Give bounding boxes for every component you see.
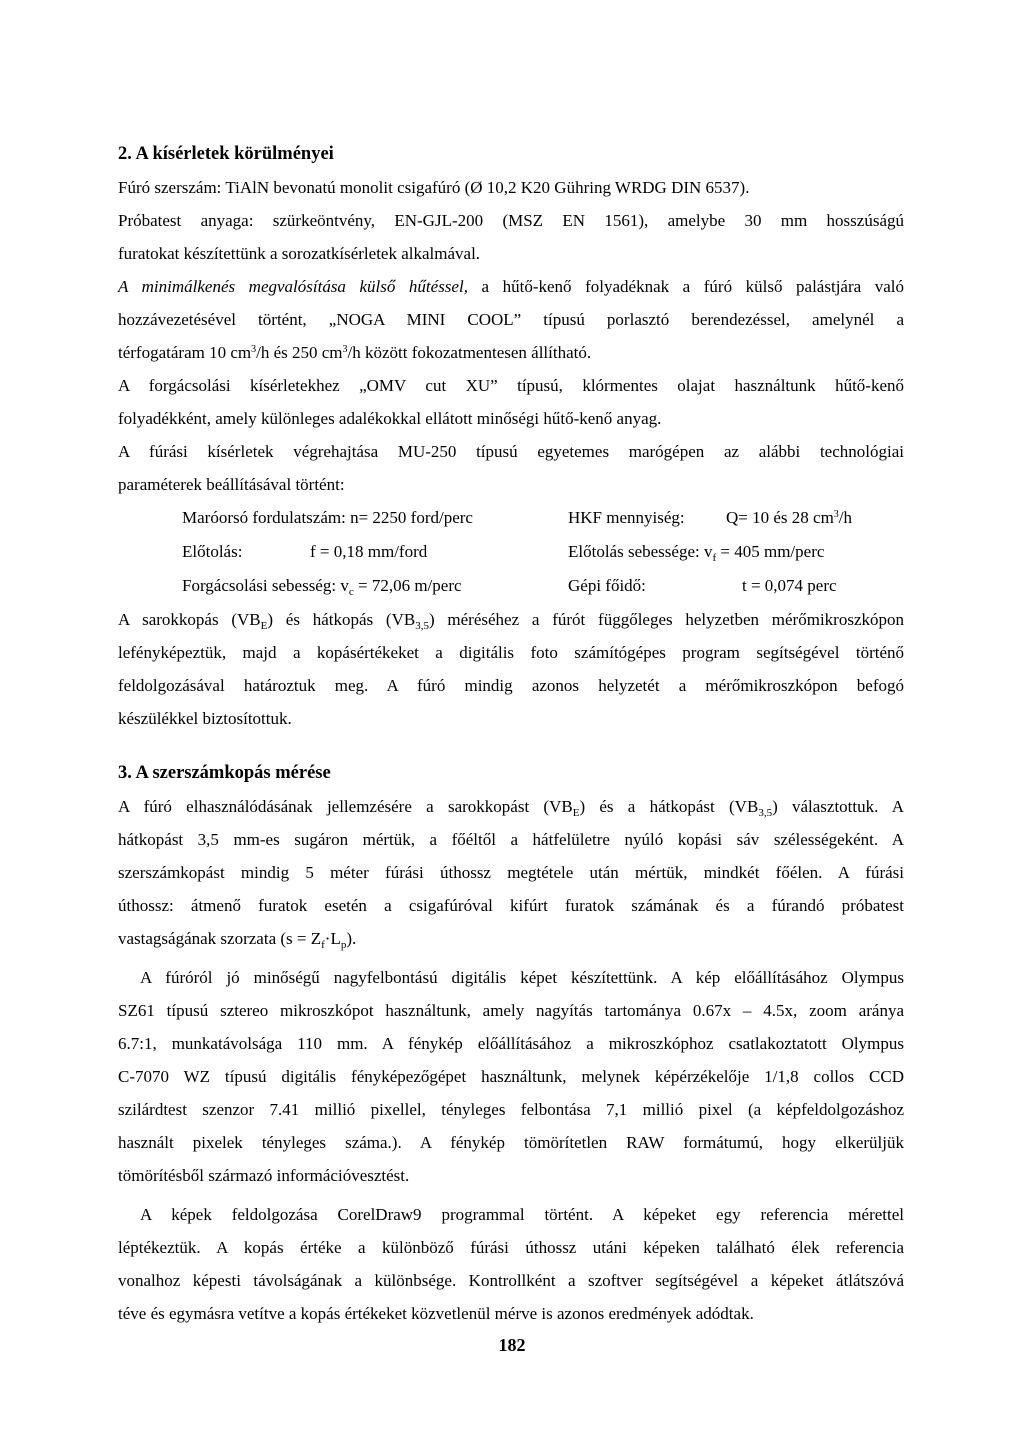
s3-p1-line-1: A fúró elhasználódásának jellemzésére a sarokkopást $(VB_E)$ és a hátkopást $(VB_{3,5})$ választottuk. A (118, 797, 904, 819)
mql-line-1: A minimálkenés megvalósítása külső hűtéssel, a hűtő-kenő folyadéknak a fúró külső palástjára való (118, 277, 904, 296)
s3-p3-line-4: téve és egymásra vetítve a kopás értékeket közvetlenül mérve is azonos eredmények adódtak. (118, 1304, 754, 1323)
s3-p1-line-4: úthossz: átmenő furatok esetén a csigafúróval kifúrt furatok számának és a fúrandó próbatest (118, 896, 904, 915)
drilling-line-1: A fúrási kísérletek végrehajtása MU-250 típusú egyetemes marógépen az alábbi technológiai (118, 442, 904, 461)
s3-p1-line-2: hátkopást 3,5 mm-es sugáron mértük, a főéltől a hátfelületre nyúló kopási sáv szélességeként. A (118, 830, 904, 849)
s3-p1-line-3: szerszámkopást mindig 5 méter fúrási úthossz megtétele után mértük, mindkét főélen. A fúrási (118, 863, 904, 882)
s3-p2-line-7: tömörítésből származó információvesztést. (118, 1166, 410, 1185)
mql-italic-phrase: A minimálkenés megvalósítása külső hűtéssel, (118, 277, 468, 296)
specimen-material-line-2: furatokat készítettünk a sorozatkísérletek alkalmával. (118, 244, 481, 263)
tool-description: Fúró szerszám: TiAlN bevonatú monolit csigafúró (Ø 10,2 K20 Gühring WRDG DIN 6537). (118, 178, 750, 197)
coolant-line-2: folyadékként, amely különleges adalékokkal ellátott minőségi hűtő-kenő anyag. (118, 409, 662, 428)
drilling-line-2: paraméterek beállításával történt: (118, 475, 345, 494)
s3-p2-line-6: használt pixelek tényleges száma.). A fénykép tömörítetlen RAW formátumú, hogy elkerüljük (118, 1133, 904, 1152)
wear-measure-line-1: A sarokkopás $(VB_E)$ és hátkopás $(VB_{3,5})$ méréséhez a fúrót függőleges helyzetben mérőmikroszkópon (118, 610, 904, 632)
coolant-line-1: A forgácsolási kísérletekhez „OMV cut XU” típusú, klórmentes olajat használtunk hűtő-kenő (118, 376, 904, 395)
section-3-heading: 3. A szerszámkopás mérése (118, 763, 331, 783)
s3-p2-line-2: SZ61 típusú sztereo mikroszkópot használtunk, amely nagyítás tartománya 0.67x – 4.5x, zoom aránya (118, 1001, 904, 1020)
document-page (118, 138, 904, 1330)
s3-p2-line-3: 6.7:1, munkatávolsága 110 mm. A fénykép előállításához a mikroszkóphoz csatlakoztatott Olympus (118, 1034, 904, 1053)
mql-line-2: hozzávezetésével történt, „NOGA MINI COOL” típusú porlasztó berendezéssel, amelynél a (118, 310, 904, 329)
s3-p3-line-1: A képek feldolgozása CorelDraw9 programmal történt. A képeket egy referencia mérettel (140, 1205, 904, 1224)
mql-line-3: térfogatáram 10 $cm^3/h$ és 250 $cm^3/h$ között fokozatmentesen állítható. (118, 343, 592, 362)
specimen-material-line-1: Próbatest anyaga: szürkeöntvény, EN-GJL-200 (MSZ EN 1561), amelybe 30 mm hosszúságú (118, 211, 904, 230)
section-2-heading: 2. A kísérletek körülményei (118, 144, 334, 164)
wear-measure-line-3: feldolgozásával határoztuk meg. A fúró mindig azonos helyzetét a mérőmikroszkópon befogó (118, 676, 904, 695)
s3-p2-line-1: A fúróról jó minőségű nagyfelbontású digitális képet készítettünk. A kép előállításához Olympus (140, 968, 904, 987)
s3-p3-line-2: léptékeztük. A kopás értéke a különböző fúrási úthossz utáni képeken található élek referencia (118, 1238, 904, 1257)
wear-measure-line-4: készülékkel biztosítottuk. (118, 709, 292, 728)
s3-p2-line-5: szilárdtest szenzor 7.41 millió pixellel, tényleges felbontása 7,1 millió pixel (a képfeldolgozáshoz (118, 1100, 904, 1119)
s3-p2-line-4: C-7070 WZ típusú digitális fényképezőgépet használtunk, melynek képérzékelője 1/1,8 collos CCD (118, 1067, 904, 1086)
s3-p3-line-3: vonalhoz képesti távolságának a különbsége. Kontrollként a szoftver segítségével a képeket átlátszóvá (118, 1271, 904, 1290)
wear-measure-line-2: lefényképeztük, majd a kopásértékeket a digitális foto számítógépes program segítségével történő (118, 643, 904, 662)
page-number: 182 (498, 1335, 526, 1355)
parameter-table: Maróorsó fordulatszám: n= 2250 ford/perc HKF mennyiség: Q= 10 és 28 $cm^3/h$ Előtolás: f = 0,18 mm/ford Előtolás sebessége: $v_f = 405$ mm/perc Forgácsolási sebesség: $v_c = 72,06$ m/perc Gépi főidő: t = 0,074 perc (182, 508, 853, 598)
s3-p1-line-5: vastagságának szorzata $(s = Z_f\cdot L_p)$. (118, 929, 357, 951)
